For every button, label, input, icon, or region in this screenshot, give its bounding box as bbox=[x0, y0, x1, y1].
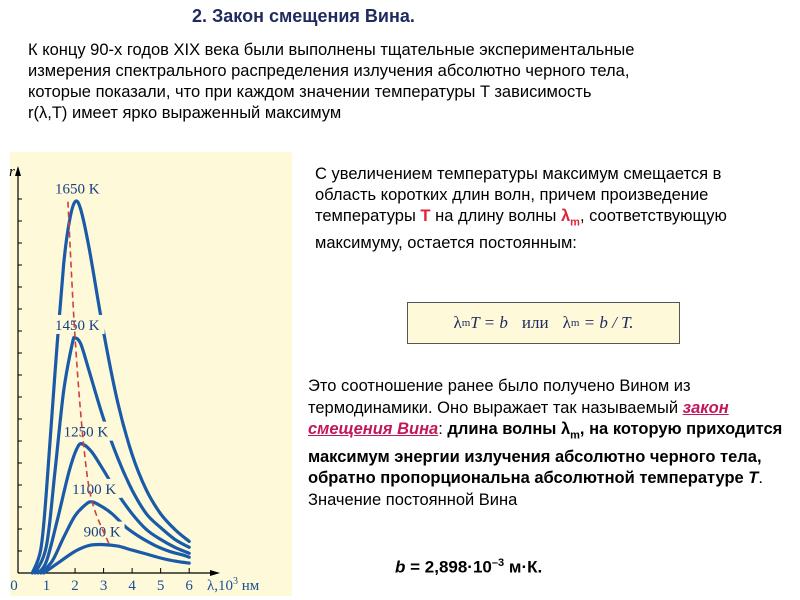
curve-label: 1100 K bbox=[72, 481, 117, 498]
x-axis-label: $\lambda,10^3$ нм bbox=[207, 576, 260, 594]
spectrum-curve bbox=[32, 201, 189, 573]
para2-bold2: , на которую приходится максимум энергии излучения абсолютно черного тела, обратно пропорциональна абсолютной температуре bbox=[308, 420, 783, 488]
para1-part1: С увеличением температуры максимум смещается в область коротких длин волн, причем произведение температуры bbox=[315, 165, 722, 225]
x-tick-label: 1 bbox=[42, 578, 51, 594]
spectrum-curve bbox=[38, 444, 189, 573]
curve-label: 1450 K bbox=[55, 317, 100, 334]
constant-exponent: –3 bbox=[491, 557, 505, 569]
x-tick-label: 0 bbox=[10, 578, 18, 594]
para2-bold1: длина волны λ bbox=[447, 420, 571, 438]
formula-or: или bbox=[521, 313, 549, 332]
formula-rhs: = b / T. bbox=[583, 313, 634, 332]
para1-part3: , соответствующую максимуму, остается постоянным: bbox=[315, 207, 727, 253]
formula-lhs: T = b bbox=[470, 313, 508, 332]
x-tick-label: 3 bbox=[99, 578, 108, 594]
maximum-shift-paragraph bbox=[315, 164, 785, 254]
para1-part2: на длину волны bbox=[430, 207, 561, 225]
x-axis-arrow bbox=[210, 570, 220, 576]
slide-title: 2. Закон смещения Вина. bbox=[192, 6, 415, 26]
wien-law-link[interactable]: закон смещения Вина bbox=[308, 398, 729, 438]
x-axis-label-exponent: 3 bbox=[233, 576, 239, 587]
formula-sub-2: m bbox=[570, 317, 580, 329]
x-tick-label: 5 bbox=[156, 578, 165, 594]
curve-label: 1250 K bbox=[63, 424, 109, 441]
lambda-symbol: λ bbox=[560, 207, 571, 225]
intro-line: К концу 90-х годов XIX века были выполнены тщательные экспериментальные bbox=[28, 41, 635, 59]
x-tick-label: 6 bbox=[185, 578, 193, 594]
wien-constant bbox=[395, 557, 542, 578]
constant-value: = 2,898·10 bbox=[405, 557, 492, 577]
intro-line: измерения спектрального распределения излучения абсолютно черного тела, bbox=[28, 62, 630, 80]
formula-lambda-2: λ bbox=[562, 313, 571, 332]
y-axis-label: r bbox=[9, 164, 15, 180]
curve-label: 1650 K bbox=[55, 181, 100, 198]
para2-lambda-sub: m bbox=[570, 429, 580, 442]
formula-sub: m bbox=[461, 317, 471, 329]
lambda-subscript: m bbox=[570, 216, 580, 229]
para2-part1: Это соотношение ранее было получено Вином из термодинамики. Оно выражает так называемый bbox=[308, 377, 691, 417]
y-axis-arrow bbox=[15, 166, 21, 176]
spectrum-curve bbox=[44, 544, 190, 573]
constant-unit: м·К. bbox=[504, 557, 543, 577]
intro-line: которые показали, что при каждом значении температуры T зависимость bbox=[28, 83, 592, 101]
function-notation: r(λ,T) bbox=[28, 104, 68, 122]
para2-end: . Значение постоянной Вина bbox=[308, 469, 763, 509]
curve-label: 900 K bbox=[83, 524, 121, 541]
x-tick-label: 4 bbox=[128, 578, 136, 594]
para2-temperature: T bbox=[748, 469, 759, 488]
constant-symbol: b bbox=[395, 557, 406, 577]
wien-law-paragraph bbox=[308, 376, 783, 511]
x-axis-label-unit: нм bbox=[238, 578, 260, 594]
wien-formula-box bbox=[407, 302, 680, 344]
wien-spectrum-chart bbox=[0, 0, 300, 600]
temperature-symbol: T bbox=[420, 207, 431, 225]
intro-line-rest: имеет ярко выраженный максимум bbox=[67, 104, 342, 122]
para2-colon: : bbox=[438, 420, 448, 438]
x-tick-label: 2 bbox=[71, 578, 79, 594]
formula-lambda: λ bbox=[453, 313, 462, 332]
